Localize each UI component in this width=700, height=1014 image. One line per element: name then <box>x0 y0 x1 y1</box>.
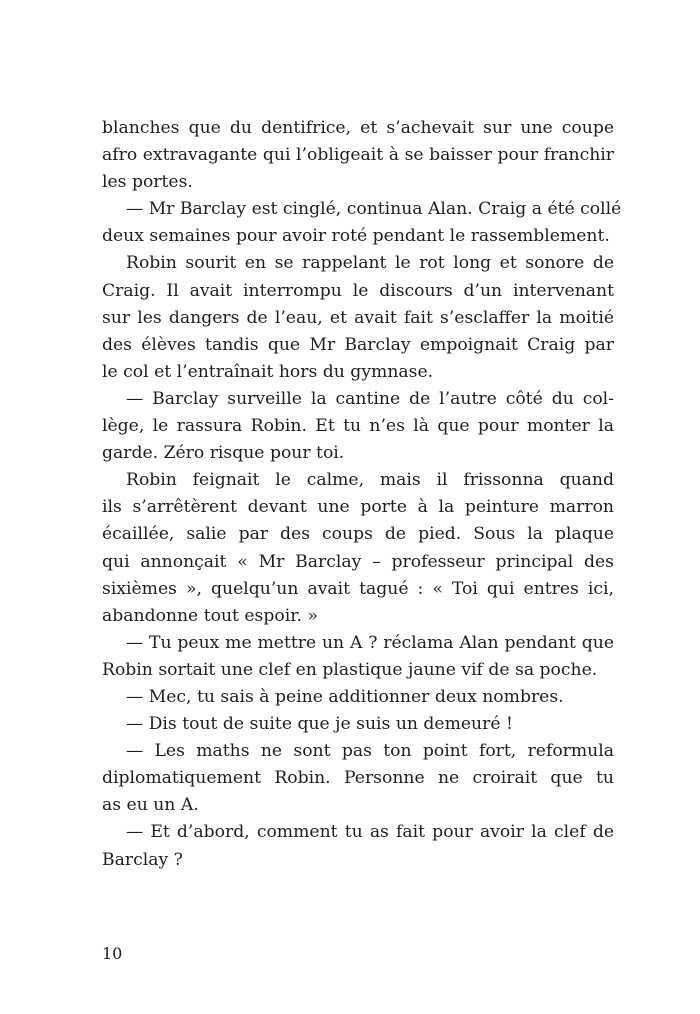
text-line: deux semaines pour avoir roté pendant le rassemblement. <box>102 226 610 247</box>
text-line: blanches que du dentifrice, et s’achevait sur une coupe <box>102 118 614 138</box>
text-line: lège, le rassura Robin. Et tu n’es là que pour monter la <box>102 416 614 437</box>
text-line: Craig. Il avait interrompu le discours d’un intervenant <box>102 280 614 301</box>
text-line: Robin feignait le calme, mais il frissonna quand <box>126 470 614 491</box>
text-line: des élèves tandis que Mr Barclay empoignait Craig par <box>102 334 614 355</box>
text-line: abandonne tout espoir. » <box>102 605 318 626</box>
text-line: les portes. <box>102 172 193 193</box>
text-line: — Et d’abord, comment tu as fait pour avoir la clef de <box>126 822 614 843</box>
text-line: as eu un A. <box>102 795 199 816</box>
text-line: — Les maths ne sont pas ton point fort, reformula <box>126 741 614 762</box>
text-line: sixièmes », quelqu’un avait tagué : « Toi qui entres ici, <box>102 578 614 599</box>
text-line: — Tu peux me mettre un A ? réclama Alan pendant que <box>126 632 614 653</box>
text-line: — Dis tout de suite que je suis un demeuré ! <box>126 714 513 735</box>
text-line: diplomatiquement Robin. Personne ne croirait que tu <box>102 768 614 789</box>
text-line: écaillée, salie par des coups de pied. Sous la plaque <box>102 524 614 545</box>
text-line: — Barclay surveille la cantine de l’autre côté du col- <box>126 388 614 409</box>
body-text <box>102 115 622 874</box>
text-line: — Mec, tu sais à peine additionner deux nombres. <box>126 686 564 707</box>
text-line: — Mr Barclay est cinglé, continua Alan. Craig a été collé <box>126 199 622 220</box>
text-line: sur les dangers de l’eau, et avait fait s’esclaffer la moitié <box>102 307 614 328</box>
text-line: qui annonçait « Mr Barclay – professeur principal des <box>102 551 614 572</box>
text-line: Robin sourit en se rappelant le rot long et sonore de <box>126 253 614 274</box>
text-line: Barclay ? <box>102 849 183 870</box>
text-line: ils s’arrêtèrent devant une porte à la peinture marron <box>102 497 614 518</box>
text-line: le col et l’entraînait hors du gymnase. <box>102 361 434 382</box>
text-line: garde. Zéro risque pour toi. <box>102 443 345 464</box>
text-line: Robin sortait une clef en plastique jaune vif de sa poche. <box>102 659 598 680</box>
page-number: 10 <box>102 944 123 963</box>
text-line: afro extravagante qui l’obligeait à se baisser pour franchir <box>102 145 614 166</box>
